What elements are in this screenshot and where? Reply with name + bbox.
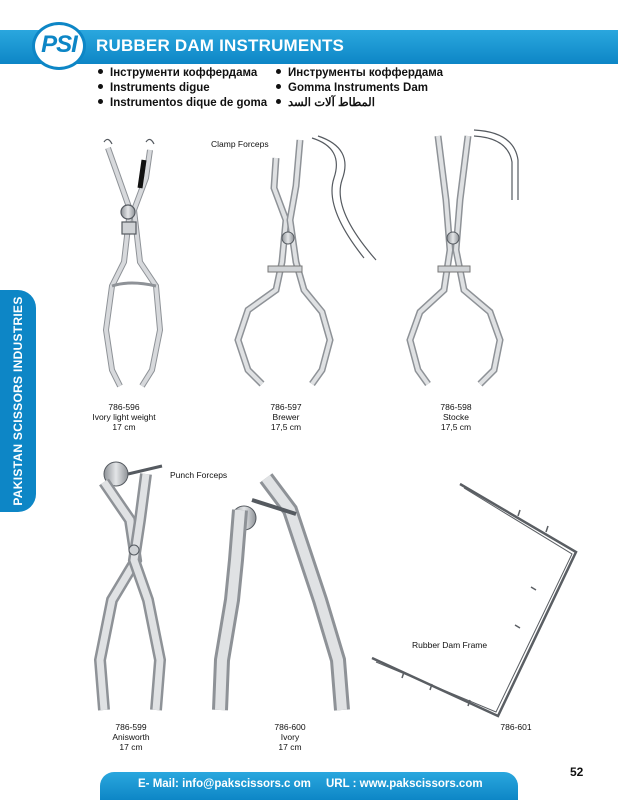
- product-caption: [71, 722, 191, 752]
- product-caption: [64, 402, 184, 432]
- product-name: Anisworth: [112, 732, 150, 742]
- product-size: 17,5 cm: [440, 422, 472, 432]
- ivory-punch-forceps-image: [220, 478, 342, 710]
- product-code: 786-597: [270, 402, 302, 412]
- product-size: 17 cm: [112, 422, 136, 432]
- product-code: 786-598: [440, 402, 472, 412]
- punch-forceps-note: Punch Forceps: [170, 470, 228, 480]
- language-item: Instrumentos dique de goma: [98, 96, 267, 111]
- product-name: Stocke: [443, 412, 469, 422]
- ivory-light-weight-forceps-image: [104, 139, 160, 386]
- language-item: Instruments digue: [98, 81, 267, 96]
- footer-url[interactable]: URL : www.pakscissors.com: [326, 778, 483, 790]
- anisworth-punch-forceps-image: [100, 462, 162, 710]
- product-caption: [396, 402, 516, 432]
- product-code: 786-596: [108, 402, 140, 412]
- product-name: Brewer: [272, 412, 300, 422]
- brewer-forceps-image: [238, 136, 376, 384]
- product-size: 17,5 cm: [270, 422, 302, 432]
- footer-email[interactable]: E- Mail: info@pakscissors.c om: [138, 778, 311, 790]
- side-tab-label: PAKISTAN SCISSORS INDUSTRIES: [11, 296, 25, 506]
- language-item: Gomma Instruments Dam: [276, 81, 443, 96]
- rubber-dam-frame-note: Rubber Dam Frame: [412, 640, 488, 650]
- product-caption: [226, 402, 346, 432]
- product-size: 17 cm: [119, 742, 143, 752]
- product-code: 786-601: [500, 722, 532, 732]
- product-caption: [230, 722, 350, 752]
- rubber-dam-frame-image: [372, 484, 576, 716]
- language-item: Інструменти коффердама: [98, 66, 267, 81]
- clamp-forceps-note: Clamp Forceps: [211, 139, 269, 149]
- product-caption: [456, 722, 576, 732]
- product-code: 786-600: [274, 722, 306, 732]
- product-name: Ivory light weight: [92, 412, 156, 422]
- stocke-forceps-image: [410, 130, 518, 384]
- language-item: المطاط آلات السد: [276, 96, 443, 111]
- page-title: RUBBER DAM INSTRUMENTS: [96, 36, 345, 55]
- language-item: Инструменты коффердама: [276, 66, 443, 81]
- logo-text: PSI: [41, 31, 77, 58]
- product-size: 17 cm: [278, 742, 302, 752]
- product-name: Ivory: [280, 732, 300, 742]
- page-number: 52: [570, 765, 584, 779]
- product-code: 786-599: [115, 722, 147, 732]
